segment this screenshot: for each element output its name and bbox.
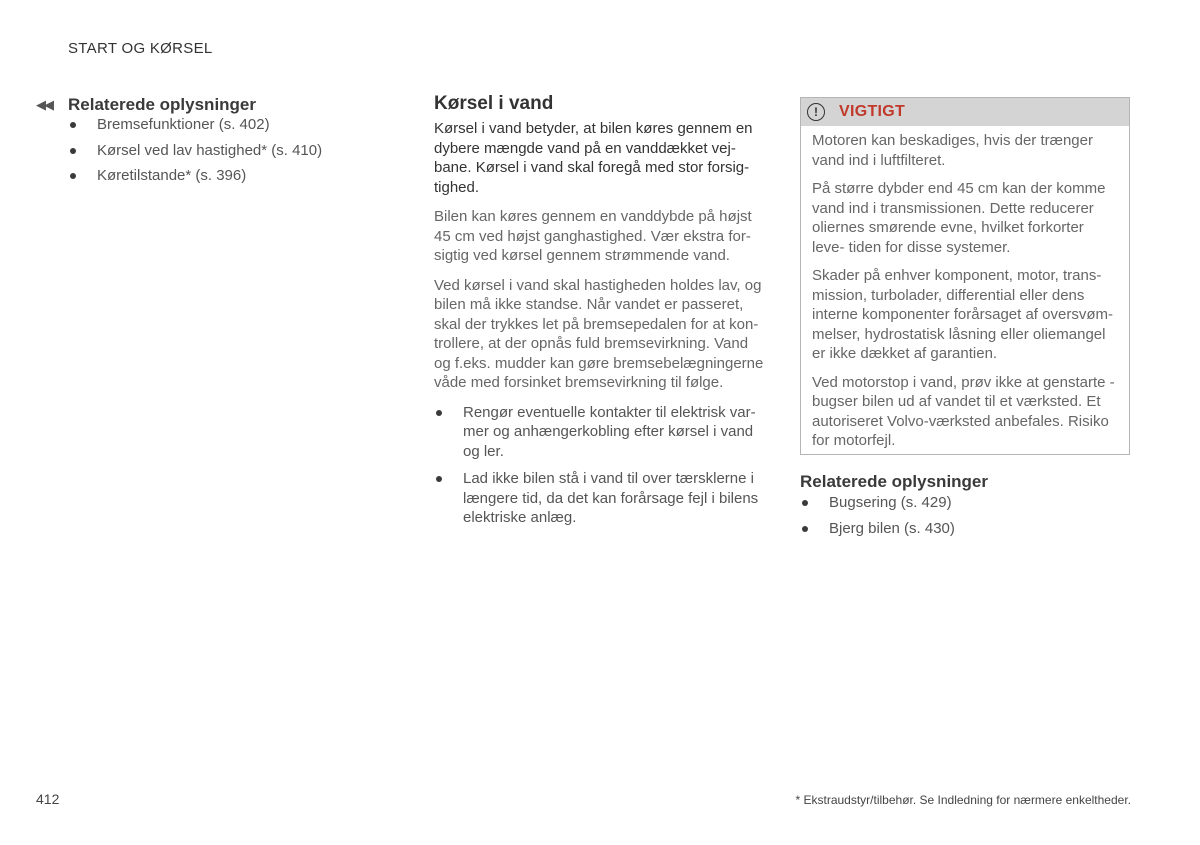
bullet-icon [802, 500, 808, 506]
related-link-text[interactable]: Bjerg bilen (s. 430) [829, 519, 955, 537]
related-link-text[interactable]: Bugsering (s. 429) [829, 494, 952, 511]
warning-header [801, 98, 1129, 126]
warning-paragraph: På større dybder end 45 cm kan der komme vand ind i transmissionen. Dette reducerer oliernes smørende evne, hvilket forkorter leve- tiden for disse systemer. [812, 180, 1106, 256]
related-link-text[interactable]: Kørsel ved lav hastighed* (s. 410) [97, 141, 323, 159]
exclamation-icon: ! [807, 103, 825, 121]
list-item [434, 469, 766, 528]
related-link-text[interactable]: Bremsefunktioner (s. 402) [97, 116, 270, 133]
bullet-icon [70, 173, 76, 179]
related-link[interactable] [68, 166, 376, 186]
related-header [36, 95, 376, 115]
article-title: Kørsel i vand [434, 93, 554, 114]
related-link-text[interactable]: Køretilstande* (s. 396) [97, 167, 247, 184]
warning-paragraph: Ved motorstop i vand, prøv ikke at genstarte - bugser bilen ud af vandet til et værksted. Et autoriseret Volvo-værksted anbefales. Risiko for motorfejl. [812, 373, 1115, 449]
list-item-text: Rengør eventuelle kontakter til elektrisk var- mer og anhængerkobling efter kørsel i vand og ler. [463, 403, 756, 460]
related-link[interactable] [68, 115, 376, 135]
bullet-icon [802, 526, 808, 532]
bullet-icon [436, 410, 442, 416]
list-item-text: Lad ikke bilen stå i vand til over tærsklerne i længere tid, da det kan forårsage fejl i bilens elektriske anlæg. [463, 470, 759, 526]
back-arrows-icon[interactable]: ◀◀ [36, 97, 52, 112]
important-warning-box [800, 97, 1130, 455]
related-link[interactable] [68, 141, 376, 161]
related-link[interactable] [800, 493, 1130, 513]
warning-title: VIGTIGT [839, 103, 906, 120]
list-item [434, 403, 766, 462]
main-article [434, 93, 766, 536]
paragraph: Bilen kan køres gennem en vanddybde på højst 45 cm ved højst ganghastighed. Vær ekstra for- sigtig ved kørsel gennem strømmende vand. [434, 208, 752, 264]
lead-paragraph: Kørsel i vand betyder, at bilen køres gennem en dybere mængde vand på en vanddækket vej- bane. Kørsel i vand skal foregå med stor forsig- tighed. [434, 120, 753, 196]
tips-list [434, 403, 766, 528]
warning-paragraph: Skader på enhver komponent, motor, trans- mission, turbolader, differential eller dens interne komponenter forårsaget af oversvøm- melser, hydrostatisk låsning eller oliemangel er ikke dækket af garantien. [812, 267, 1113, 362]
related-info-left [36, 95, 376, 192]
related-list [68, 115, 376, 186]
section-title: START OG KØRSEL [68, 40, 213, 57]
related-list [800, 493, 1130, 538]
page-number: 412 [36, 791, 60, 807]
bullet-icon [70, 122, 76, 128]
related-link[interactable] [800, 519, 1130, 539]
related-title: Relaterede oplysninger [800, 472, 989, 491]
warning-body [801, 126, 1129, 451]
bullet-icon [70, 148, 76, 154]
related-title: Relaterede oplysninger [68, 95, 257, 114]
footnote: * Ekstraudstyr/tilbehør. Se Indledning for nærmere enkeltheder. [795, 793, 1131, 807]
warning-paragraph: Motoren kan beskadiges, hvis der trænger vand ind i luftfilteret. [812, 132, 1093, 169]
related-info-right [800, 472, 1130, 544]
paragraph: Ved kørsel i vand skal hastigheden holdes lav, og bilen må ikke standse. Når vandet er passeret, skal der trykkes let på bremsepedalen for at kon- trollere, at der opnås fuld bremsevirkning. Vand og f.eks. mudder kan gøre bremsebelægningerne våde med forsinket bremsevirkning til følge. [434, 276, 764, 391]
bullet-icon [436, 476, 442, 482]
